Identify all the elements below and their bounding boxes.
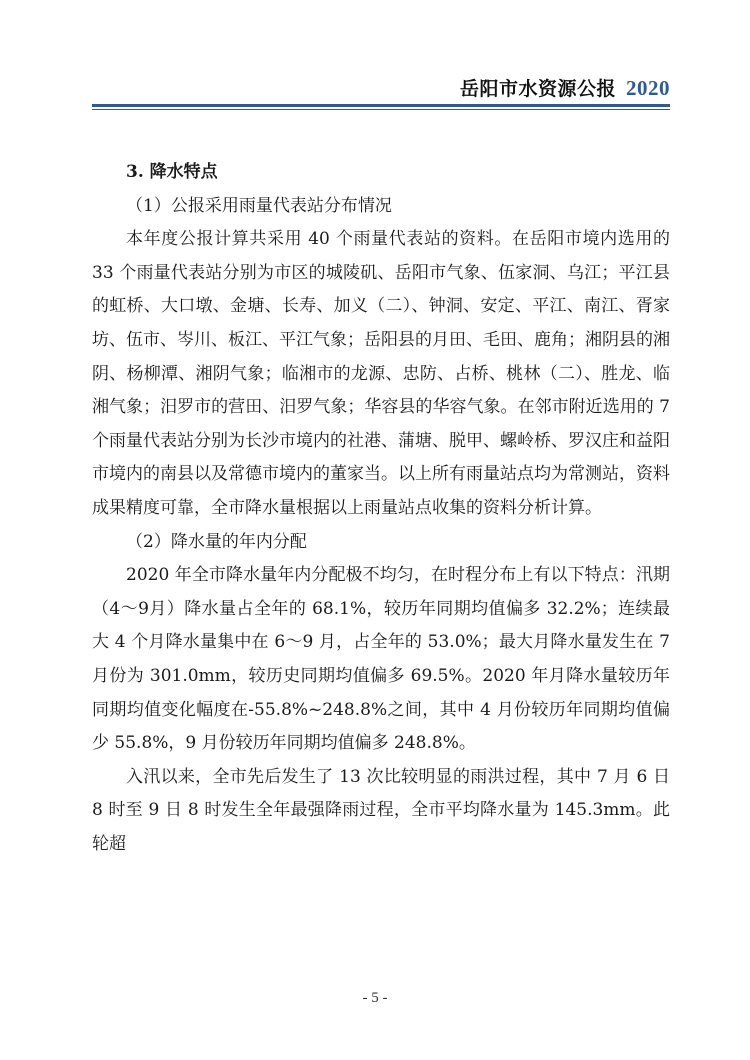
section-heading: 3. 降水特点 bbox=[126, 162, 218, 182]
header-title bbox=[460, 74, 670, 101]
paragraph-stations: 本年度公报计算共采用 40 个雨量代表站的资料。在岳阳市境内选用的 33 个雨量代表站分别为市区的城陵矶、岳阳市气象、伍家洞、乌江；平江县的虹桥、大口墩、金塘、长寿、加义（二）、钟洞、安定、平江、南江、胥家坊、伍市、岑川、板江、平江气象；岳阳县的月田、毛田、鹿角；湘阴县的湘阴、杨柳潭、湘阴气象；临湘市的龙源、忠防、占桥、桃林（二）、胜龙、临湘气象；汨罗市的营田、汨罗气象；华容县的华容气象。在邻市附近选用的 7 个雨量代表站分别为长沙市境内的社港、蒲塘、脱甲、螺岭桥、罗汉庄和益阳市境内的南县以及常德市境内的董家当。以上所有雨量站点均为常测站，资料成果精度可靠，全市降水量根据以上雨量站点收集的资料分析计算。 bbox=[92, 229, 670, 518]
header-rule bbox=[92, 104, 670, 107]
page-content bbox=[92, 156, 670, 861]
page-number: - 5 - bbox=[362, 990, 388, 1006]
subheading-annual-distribution: （2）降水量的年内分配 bbox=[126, 531, 307, 552]
header-rule-thin bbox=[92, 109, 670, 110]
paragraph-annual-distribution: 2020 年全市降水量年内分配极不均匀，在时程分布上有以下特点：汛期（4～9月）降水量占全年的 68.1%，较历年同期均值偏多 32.2%；连续最大 4 个月降水量集中在 6～9 月，占全年的 53.0%；最大月降水量发生在 7 月份为 301.0mm，较历史同期均值偏多 69.5%。2020 年月降水量较历年同期均值变化幅度在-55.8%~248.8%之间，其中 4 月份较历年同期均值偏少 55.8%，9 月份较历年同期均值偏多 248.8%。 bbox=[92, 565, 670, 754]
paragraph-flood-events: 入汛以来，全市先后发生了 13 次比较明显的雨洪过程，其中 7 月 6 日 8 时至 9 日 8 时发生全年最强降雨过程，全市平均降水量为 145.3mm。此轮超 bbox=[92, 766, 670, 854]
page-header bbox=[92, 70, 670, 106]
header-title-text: 岳阳市水资源公报 bbox=[459, 78, 616, 100]
header-year: 2020 bbox=[626, 76, 670, 100]
subheading-station-distribution: （1）公报采用雨量代表站分布情况 bbox=[126, 195, 392, 216]
